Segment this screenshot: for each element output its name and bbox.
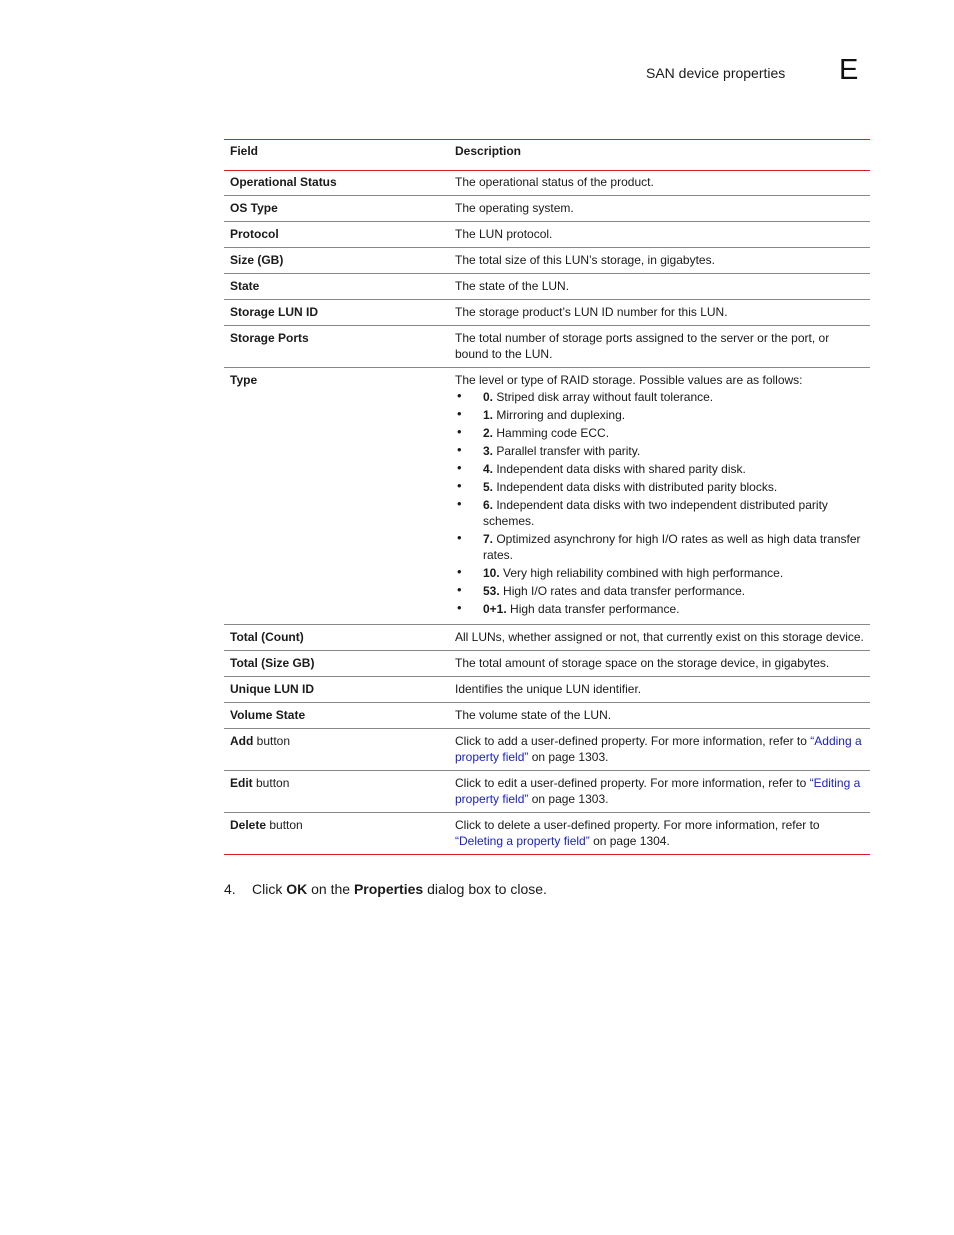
- button-suffix: button: [252, 776, 290, 790]
- description-cell: The LUN protocol.: [455, 227, 553, 241]
- table-row: [224, 729, 870, 771]
- list-item: [455, 479, 864, 495]
- field-cell: Type: [230, 373, 258, 387]
- list-item: [455, 497, 864, 529]
- raid-level: 0.: [483, 390, 494, 404]
- field-cell: Storage Ports: [230, 331, 309, 345]
- property-table: [224, 139, 870, 855]
- description-cell: The storage product’s LUN ID number for this LUN.: [455, 305, 728, 319]
- raid-description: Independent data disks with shared parity disk.: [493, 462, 746, 476]
- bullet-icon: •: [457, 460, 462, 475]
- bullet-icon: •: [457, 582, 462, 597]
- raid-description: Independent data disks with two independent distributed parity schemes.: [483, 498, 828, 528]
- description-cell: The state of the LUN.: [455, 279, 570, 293]
- field-cell: Total (Size GB): [230, 656, 315, 670]
- table-header-row: [224, 140, 870, 171]
- button-name: Delete: [230, 818, 267, 832]
- column-header-field: Field: [230, 144, 259, 158]
- table-row: [224, 771, 870, 813]
- bullet-icon: •: [457, 406, 462, 421]
- description-cell: The operational status of the product.: [455, 175, 654, 189]
- raid-level: 0+1.: [483, 602, 507, 616]
- description-cell: The volume state of the LUN.: [455, 708, 612, 722]
- bullet-icon: •: [457, 564, 462, 579]
- description-cell: The total number of storage ports assigned to the server or the port, or bound to the LUN.: [455, 331, 830, 361]
- bullet-icon: •: [457, 388, 462, 403]
- raid-description: Very high reliability combined with high performance.: [499, 566, 784, 580]
- field-cell: [224, 729, 449, 771]
- table-row: [224, 326, 870, 368]
- raid-level: 4.: [483, 462, 494, 476]
- list-item: [455, 461, 864, 477]
- list-item: [455, 601, 864, 617]
- field-cell: Protocol: [230, 227, 279, 241]
- raid-description: High data transfer performance.: [506, 602, 680, 616]
- table-row: [224, 625, 870, 651]
- description-cell: [449, 729, 870, 771]
- raid-level: 1.: [483, 408, 494, 422]
- list-item: [455, 425, 864, 441]
- deleting-property-field-link[interactable]: “Deleting a property field”: [455, 834, 590, 848]
- step-number: 4.: [224, 881, 236, 897]
- raid-level: 3.: [483, 444, 494, 458]
- table-row: [224, 196, 870, 222]
- description-cell: The operating system.: [455, 201, 574, 215]
- field-cell: Volume State: [230, 708, 306, 722]
- description-cell: The total size of this LUN’s storage, in gigabytes.: [455, 253, 715, 267]
- type-intro: The level or type of RAID storage. Possible values are as follows:: [455, 373, 803, 387]
- field-cell: Storage LUN ID: [230, 305, 319, 319]
- bullet-icon: •: [457, 442, 462, 457]
- ok-label: OK: [286, 881, 308, 897]
- page-reference: on page 1304.: [589, 834, 670, 848]
- table-row: [224, 171, 870, 196]
- table-row: [224, 703, 870, 729]
- raid-level: 6.: [483, 498, 494, 512]
- description-cell: [449, 771, 870, 813]
- description-cell: Identifies the unique LUN identifier.: [455, 682, 642, 696]
- step-text-mid: on the: [307, 881, 354, 897]
- bullet-icon: •: [457, 496, 462, 511]
- description-cell: [449, 368, 870, 625]
- button-suffix: button: [266, 818, 303, 832]
- raid-description: Parallel transfer with parity.: [493, 444, 641, 458]
- table-row: [224, 222, 870, 248]
- description-text: Click to edit a user-defined property. For more information, refer to: [455, 776, 810, 790]
- adding-property-field-link[interactable]: “Adding a property field”: [455, 734, 862, 764]
- field-cell: Operational Status: [230, 175, 337, 189]
- field-cell: OS Type: [230, 201, 278, 215]
- button-name: Add: [230, 734, 254, 748]
- properties-label: Properties: [353, 881, 424, 897]
- field-cell: Total (Count): [230, 630, 304, 644]
- list-item: [455, 443, 864, 459]
- raid-description: Independent data disks with distributed parity blocks.: [493, 480, 778, 494]
- running-header-title: SAN device properties: [646, 65, 786, 81]
- table-row: [224, 651, 870, 677]
- raid-description: Striped disk array without fault tolerance.: [493, 390, 714, 404]
- page-reference: on page 1303.: [528, 792, 609, 806]
- step-text-post: dialog box to close.: [423, 881, 547, 897]
- field-cell: [224, 771, 449, 813]
- table-row-type: [224, 368, 870, 625]
- description-cell: The total amount of storage space on the storage device, in gigabytes.: [455, 656, 830, 670]
- field-cell: State: [230, 279, 260, 293]
- raid-values-list: [455, 389, 864, 617]
- list-item: [455, 407, 864, 423]
- field-cell: Unique LUN ID: [230, 682, 314, 696]
- button-name: Edit: [230, 776, 253, 790]
- bullet-icon: •: [457, 530, 462, 545]
- raid-level: 10.: [483, 566, 500, 580]
- description-cell: All LUNs, whether assigned or not, that currently exist on this storage device.: [455, 630, 864, 644]
- list-item: [455, 389, 864, 405]
- description-cell: [449, 813, 870, 855]
- list-item: [455, 531, 864, 563]
- table-row: [224, 274, 870, 300]
- raid-description: High I/O rates and data transfer performance.: [499, 584, 746, 598]
- appendix-letter: E: [839, 54, 859, 86]
- description-text: Click to delete a user-defined property. For more information, refer to: [455, 818, 820, 832]
- field-cell: Size (GB): [230, 253, 284, 267]
- list-item: [455, 565, 864, 581]
- field-cell: [224, 813, 449, 855]
- raid-description: Hamming code ECC.: [493, 426, 610, 440]
- table-row: [224, 677, 870, 703]
- page-reference: on page 1303.: [528, 750, 609, 764]
- table-row: [224, 248, 870, 274]
- column-header-description: Description: [455, 144, 522, 158]
- editing-property-field-link[interactable]: “Editing a property field”: [455, 776, 861, 806]
- raid-description: Mirroring and duplexing.: [493, 408, 626, 422]
- bullet-icon: •: [457, 424, 462, 439]
- procedure-step: [224, 881, 547, 897]
- raid-level: 2.: [483, 426, 494, 440]
- raid-level: 7.: [483, 532, 494, 546]
- button-suffix: button: [253, 734, 291, 748]
- step-text-pre: Click: [252, 881, 287, 897]
- raid-level: 53.: [483, 584, 500, 598]
- bullet-icon: •: [457, 478, 462, 493]
- table-row: [224, 300, 870, 326]
- description-text: Click to add a user-defined property. For more information, refer to: [455, 734, 811, 748]
- table-row: [224, 813, 870, 855]
- bullet-icon: •: [457, 600, 462, 615]
- raid-level: 5.: [483, 480, 494, 494]
- raid-description: Optimized asynchrony for high I/O rates as well as high data transfer rates.: [483, 532, 861, 562]
- list-item: [455, 583, 864, 599]
